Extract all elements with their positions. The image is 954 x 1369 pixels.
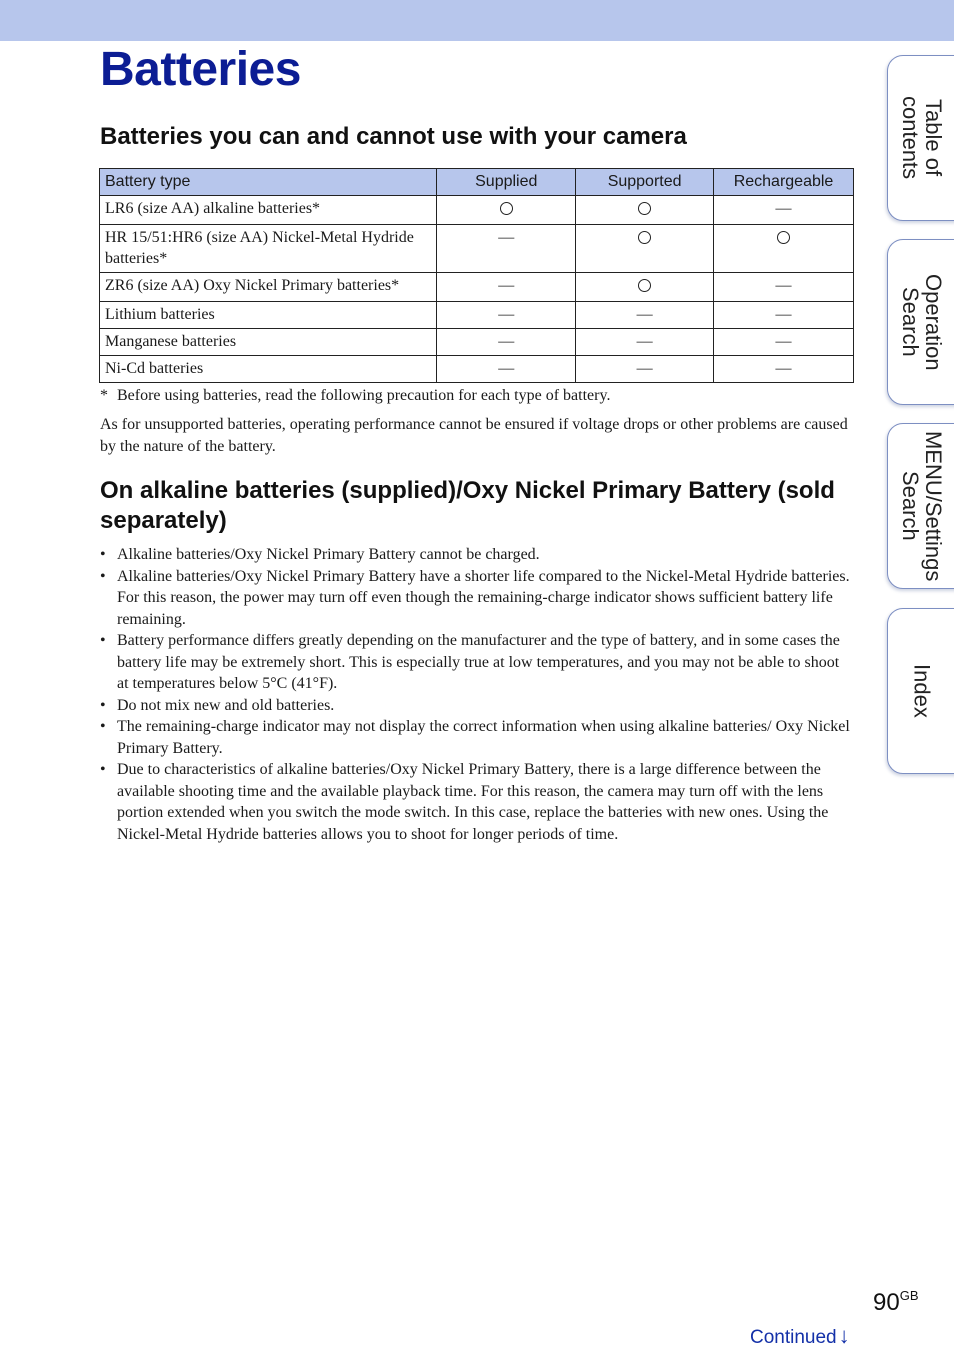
bullet-icon: • bbox=[100, 696, 106, 714]
table-row bbox=[100, 225, 854, 273]
compatible-circle-icon bbox=[638, 279, 651, 292]
section-heading-usable-batteries: Batteries you can and cannot use with your camera bbox=[100, 123, 687, 150]
column-header-supplied: Supplied bbox=[437, 169, 576, 196]
table-row bbox=[100, 356, 854, 383]
list-item-text: The remaining-charge indicator may not display the correct information when using alkaline batteries/ Oxy Nickel Primary Battery. bbox=[117, 718, 850, 757]
bullet-icon: • bbox=[100, 546, 106, 563]
rechargeable-cell: — bbox=[714, 356, 854, 383]
table-row bbox=[100, 196, 854, 225]
table-row bbox=[100, 273, 854, 302]
tab-label: Operation Search bbox=[898, 273, 946, 371]
rechargeable-cell: — bbox=[714, 302, 854, 329]
continued-link[interactable] bbox=[750, 1323, 850, 1349]
battery-type-cell: Manganese batteries bbox=[100, 329, 437, 356]
arrow-down-icon: ↓ bbox=[838, 1323, 850, 1348]
bullet-icon: • bbox=[100, 567, 106, 585]
tab-label: MENU/Settings Search bbox=[898, 430, 946, 582]
table-header-row bbox=[100, 169, 854, 196]
tab-label: Index bbox=[909, 664, 935, 718]
list-item bbox=[100, 544, 852, 566]
section-heading-alkaline-batteries: On alkaline batteries (supplied)/Oxy Nickel Primary Battery (sold separately) bbox=[100, 477, 835, 534]
page-title: Batteries bbox=[100, 43, 301, 96]
column-header-rechargeable: Rechargeable bbox=[714, 169, 854, 196]
page-suffix: GB bbox=[899, 1288, 919, 1303]
rechargeable-cell bbox=[714, 225, 854, 273]
list-item-text: Due to characteristics of alkaline batteries/Oxy Nickel Primary Battery, there is a large difference between the available shooting time and the available playback time. For this reason, the camera may turn off with the lens portion extended when you switch the mode switch. In this case, replace the batteries with new ones. Using the Nickel-Metal Hydride batteries allows you to shoot for longer periods of time. bbox=[117, 761, 829, 843]
supplied-cell: — bbox=[437, 329, 576, 356]
compatible-circle-icon bbox=[638, 202, 651, 215]
bullet-icon: • bbox=[100, 632, 106, 649]
tab-menu-settings-search[interactable] bbox=[887, 423, 954, 589]
footnote-text: Before using batteries, read the following precaution for each type of battery. bbox=[117, 387, 611, 404]
supported-cell bbox=[576, 273, 714, 302]
supported-cell: — bbox=[576, 329, 714, 356]
supported-cell: — bbox=[576, 356, 714, 383]
compatible-circle-icon bbox=[500, 202, 513, 215]
column-header-battery-type: Battery type bbox=[100, 169, 437, 196]
supplied-cell: — bbox=[437, 273, 576, 302]
battery-type-cell: Lithium batteries bbox=[100, 302, 437, 329]
compatible-circle-icon bbox=[638, 231, 651, 244]
battery-type-cell: ZR6 (size AA) Oxy Nickel Primary batteries* bbox=[100, 273, 437, 302]
battery-compatibility-table bbox=[99, 168, 854, 383]
compatible-circle-icon bbox=[777, 231, 790, 244]
list-item-text: Alkaline batteries/Oxy Nickel Primary Battery cannot be charged. bbox=[117, 546, 540, 563]
list-item bbox=[100, 695, 852, 717]
list-item bbox=[100, 716, 852, 759]
tab-operation-search[interactable] bbox=[887, 239, 954, 405]
list-item-text: Battery performance differs greatly depending on the manufacturer and the type of battery, and in some cases the battery life may be extremely short. This is especially true at low temperatures, and you may not be able to shoot at temperatures below 5°C (41°F). bbox=[117, 632, 840, 692]
tab-index[interactable] bbox=[887, 608, 954, 774]
bullet-icon: • bbox=[100, 718, 106, 735]
page-number: $90^{GB}$ bbox=[873, 1288, 919, 1316]
list-item bbox=[100, 630, 852, 695]
tab-label: Table of contents bbox=[898, 96, 946, 180]
rechargeable-cell: — bbox=[714, 329, 854, 356]
list-item bbox=[100, 759, 852, 845]
list-item-text: Do not mix new and old batteries. bbox=[117, 696, 335, 714]
supplied-cell: — bbox=[437, 302, 576, 329]
rechargeable-cell: — bbox=[714, 196, 854, 225]
rechargeable-cell: — bbox=[714, 273, 854, 302]
supplied-cell: — bbox=[437, 225, 576, 273]
supported-cell bbox=[576, 225, 714, 273]
header-band bbox=[0, 0, 954, 41]
column-header-supported: Supported bbox=[576, 169, 714, 196]
battery-type-cell: LR6 (size AA) alkaline batteries* bbox=[100, 196, 437, 225]
tab-table-of-contents[interactable] bbox=[887, 55, 954, 221]
list-item bbox=[100, 566, 852, 631]
supported-cell: — bbox=[576, 302, 714, 329]
list-item-text: Alkaline batteries/Oxy Nickel Primary Battery have a shorter life compared to the Nickel-Metal Hydride batteries. For this reason, the power may turn off even though the remaining-charge indicator shows sufficient battery life remaining. bbox=[117, 567, 850, 628]
bullet-icon: • bbox=[100, 761, 106, 778]
supported-cell bbox=[576, 196, 714, 225]
table-row bbox=[100, 302, 854, 329]
unsupported-batteries-note: As for unsupported batteries, operating performance cannot be ensured if voltage drops or other problems are caused by the nature of the battery. bbox=[100, 416, 848, 455]
battery-type-cell: HR 15/51:HR6 (size AA) Nickel-Metal Hydride batteries* bbox=[100, 225, 437, 273]
supplied-cell: — bbox=[437, 356, 576, 383]
supplied-cell bbox=[437, 196, 576, 225]
footnote bbox=[100, 385, 852, 407]
footnote-mark: * bbox=[100, 387, 108, 404]
alkaline-precautions-list bbox=[100, 544, 852, 845]
continued-label: Continued bbox=[750, 1327, 837, 1348]
battery-type-cell: Ni-Cd batteries bbox=[100, 356, 437, 383]
table-row bbox=[100, 329, 854, 356]
